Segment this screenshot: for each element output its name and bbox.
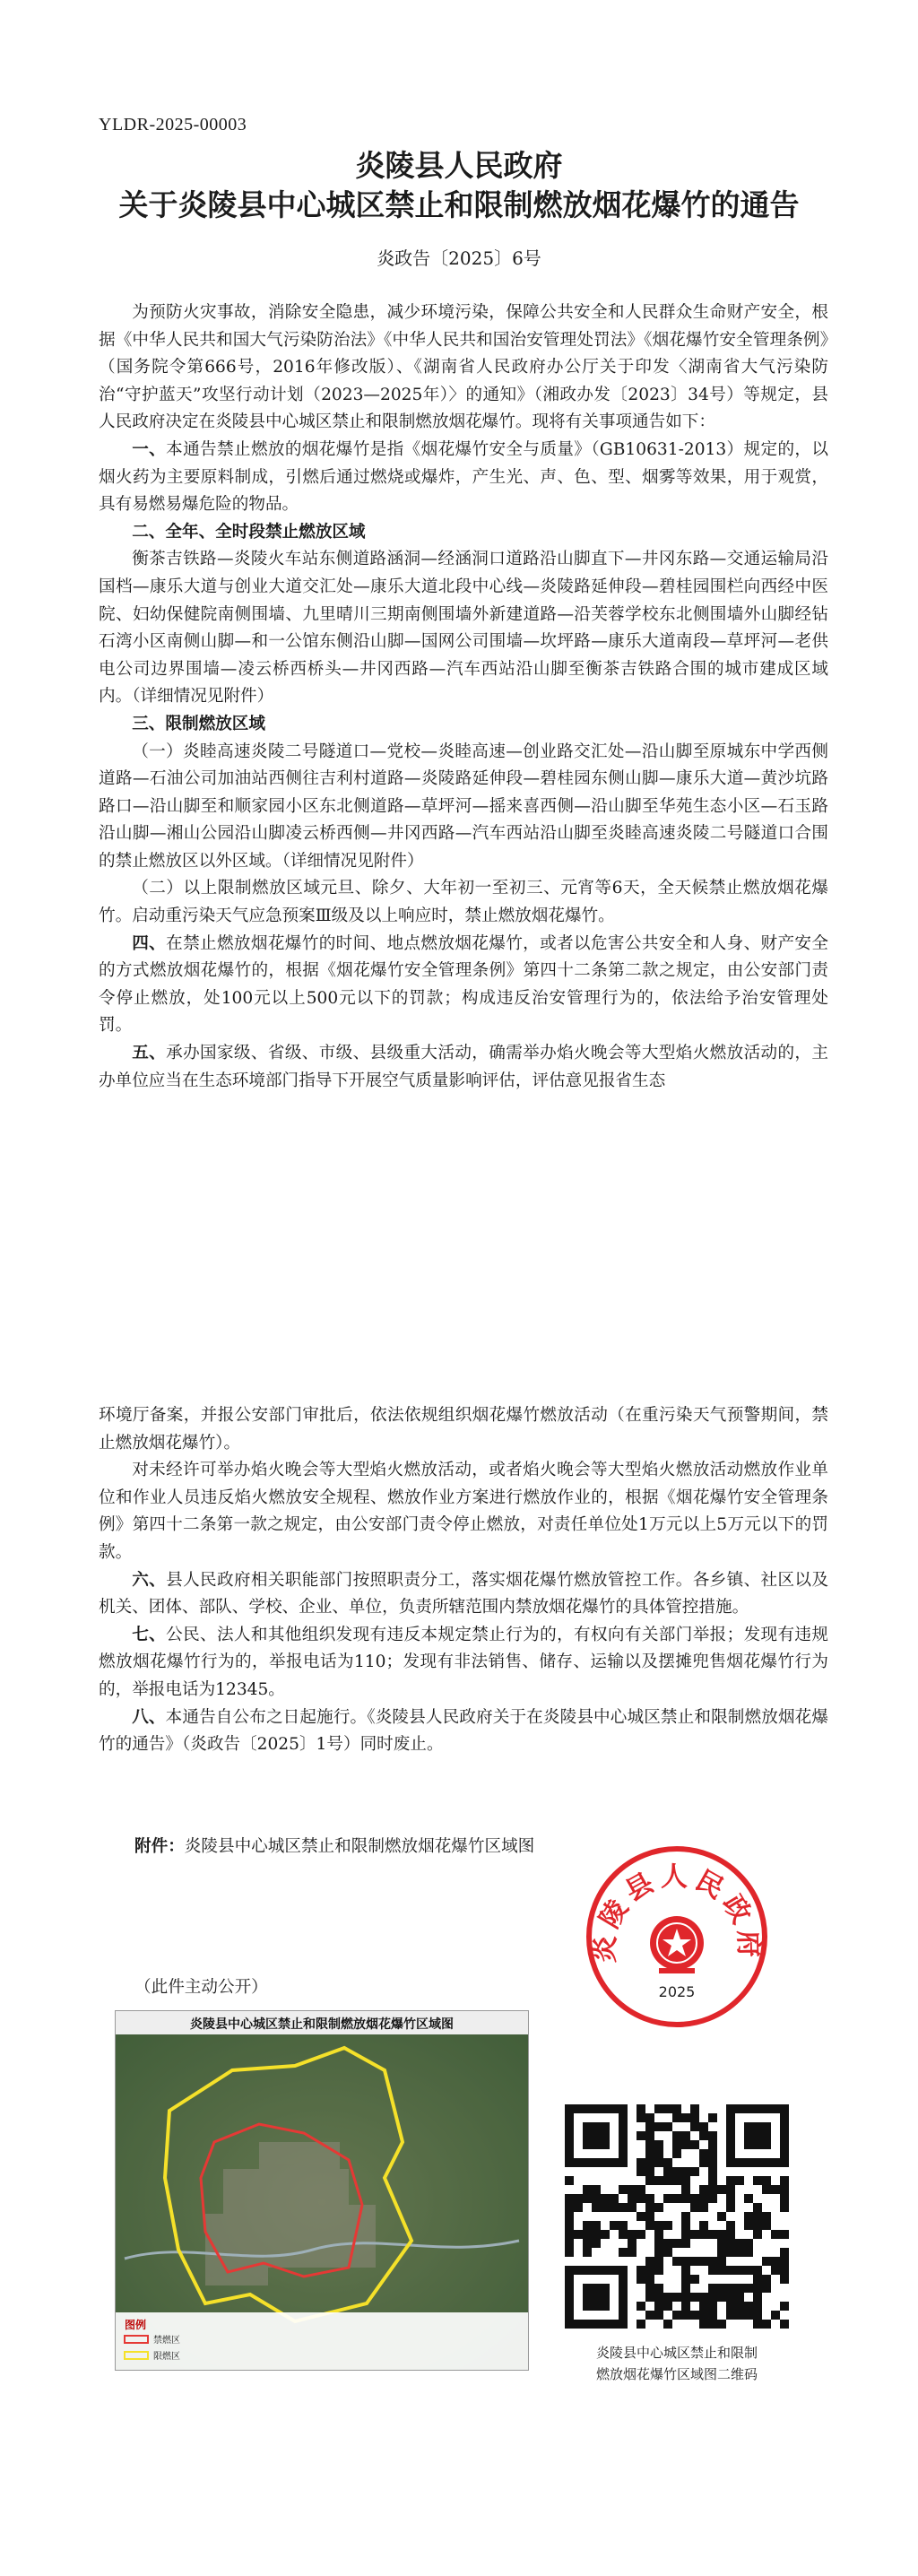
numbered-paragraph: [99, 437, 828, 519]
document-code: YLDR-2025-00003: [99, 115, 247, 134]
body-paragraph: 对未经许可举办焰火晚会等大型焰火燃放活动，或者焰火晚会等大型焰火燃放活动燃放作业单位和作业人员违反焰火燃放安全规程、燃放作业方案进行燃放作业的，根据《烟花爆竹安全管理条例》第四十二条第一款之规定，由公安部门责令停止燃放，对责任单位处1万元以上5万元以下的罚款。: [99, 1461, 828, 1562]
numbered-paragraph: [99, 931, 828, 1040]
section-heading: 三、限制燃放区域: [132, 714, 265, 733]
paragraph-number: 八、: [132, 1707, 166, 1727]
seal-year: 2025: [658, 1983, 696, 2000]
numbered-paragraph: [99, 1622, 828, 1704]
seal-text: 炎陵县人民政府: [589, 1861, 765, 1964]
paragraph-text: 本通告禁止燃放的烟花爆竹是指《烟花爆竹安全与质量》（GB10631-2013）规定的，以烟火药为主要原料制成，引燃后通过燃烧或爆炸，产生光、声、色、型、烟雾等效果，用于观赏，具有易燃易爆危险的物品。: [99, 439, 828, 515]
paragraph-number: 六、: [132, 1570, 167, 1590]
notice-body-part1: [99, 299, 828, 1095]
legend-restricted-label: 限燃区: [153, 2352, 180, 2362]
attachment-label: 附件：: [134, 1837, 185, 1856]
section-heading: 二、全年、全时段禁止燃放区域: [132, 522, 366, 542]
paragraph-text: 在禁止燃放烟花爆竹的时间、地点燃放烟花爆竹，或者以危害公共安全和人身、财产安全的方式燃放烟花爆竹的，根据《烟花爆竹安全管理条例》第四十二条第二款之规定，由公安部门责令停止燃放，处100元以上500元以下的罚款；构成违反治安管理行为的，依法给予治安管理处罚。: [99, 933, 828, 1036]
map-legend-title: 图例: [125, 2319, 147, 2331]
numbered-paragraph: [99, 1567, 828, 1622]
attachment-line: [134, 1834, 534, 1857]
body-paragraph: 为预防火灾事故，消除安全隐患，减少环境污染，保障公共安全和人民群众生命财产安全，根据《中华人民共和国大气污染防治法》《中华人民共和国治安管理处罚法》《烟花爆竹安全管理条例》（国务院令第666号，2016年修改版）、《湖南省人民政府办公厅关于印发〈湖南省大气污染防治“守护蓝天”攻坚行动计划（2023—2025年）〉的通知》（湘政办发〔2023〕34号）等规定，县人民政府决定在炎陵县中心城区禁止和限制燃放烟花爆竹。现将有关事项通告如下：: [99, 303, 828, 432]
attachment-text[interactable]: 炎陵县中心城区禁止和限制燃放烟花爆竹区域图: [184, 1837, 535, 1856]
numbered-paragraph: [99, 1704, 828, 1759]
notice-title: 关于炎陵县中心城区禁止和限制燃放烟花爆竹的通告: [118, 187, 800, 222]
national-emblem-icon: [650, 1916, 704, 1973]
paragraph-text: 公民、法人和其他组织发现有违反本规定禁止行为的，有权向有关部门举报；发现有违规燃放烟花爆竹行为的，举报电话为110；发现有非法销售、储存、运输以及摆摊兜售烟花爆竹行为的，举报电话为12345。: [99, 1625, 828, 1699]
notice-body-part2: [99, 1402, 828, 1759]
paragraph-number: 五、: [132, 1044, 167, 1063]
satellite-map-image: [116, 2034, 528, 2370]
qr-code-image[interactable]: [565, 2103, 789, 2329]
numbered-paragraph: [99, 1040, 828, 1095]
issuer-title: 炎陵县人民政府: [355, 148, 563, 183]
body-paragraph: （一）炎睦高速炎陵二号隧道口—党校—炎睦高速—创业路交汇处—沿山脚至原城东中学西侧道路—石油公司加油站西侧往吉利村道路—炎陵路延伸段—碧桂园东侧山脚—康乐大道—黄沙坑路路口—沿山脚至和顺家园小区东北侧道路—草坪河—摇来喜西侧—沿山脚至华苑生态小区—石玉路沿山脚—湘山公园沿山脚凌云桥西侧—井冈西路—汽车西站沿山脚至炎睦高速炎陵二号隧道口合围的禁止燃放区以外区域。（详细情况见附件）: [99, 742, 828, 871]
document-number: 炎政告〔2025〕6号: [377, 247, 541, 269]
body-paragraph: （二）以上限制燃放区域元旦、除夕、大年初一至初三、元宵等6天，全天候禁止燃放烟花爆竹。启动重污染天气应急预案Ⅲ级及以上响应时，禁止燃放烟花爆竹。: [99, 879, 828, 926]
qr-caption-line1: 炎陵县中心城区禁止和限制: [595, 2345, 758, 2361]
qr-caption-line2: 燃放烟花爆竹区域图二维码: [595, 2366, 758, 2382]
body-paragraph: 衡茶吉铁路—炎陵火车站东侧道路涵洞—经涵洞口道路沿山脚直下—井冈东路—交通运输局沿国档—康乐大道与创业大道交汇处—康乐大道北段中心线—炎陵路延伸段—碧桂园围栏向西经中医院、妇幼保健院南侧围墙、九里晴川三期南侧围墙外新建道路—沿芙蓉学校东北侧围墙外山脚经钻石湾小区南侧山脚—和一公馆东侧沿山脚—国网公司围墙—坎坪路—康乐大道南段—草坪河—老供电公司边界围墙—凌云桥西桥头—井冈西路—汽车西站沿山脚至衡茶吉铁路合围的城市建成区域内。（详细情况见附件）: [99, 550, 828, 707]
paragraph-text: 本通告自公布之日起施行。《炎陵县人民政府关于在炎陵县中心城区禁止和限制燃放烟花爆竹的通告》（炎政告〔2025〕1号）同时废止。: [99, 1707, 828, 1755]
public-disclosure-note: （此件主动公开）: [134, 1978, 268, 1997]
legend-forbidden-label: 禁燃区: [153, 2336, 180, 2346]
paragraph-number: 七、: [132, 1625, 167, 1644]
paragraph-continuation: 环境厅备案，并报公安部门审批后，依法依规组织烟花爆竹燃放活动（在重污染天气预警期间，禁止燃放烟花爆竹）。: [99, 1406, 828, 1453]
qr-caption: [556, 2342, 798, 2385]
paragraph-text: 承办国家级、省级、市级、县级重大活动，确需举办焰火晚会等大型焰火燃放活动的，主办单位应当在生态环境部门指导下开展空气质量影响评估，评估意见报省生态: [99, 1044, 828, 1090]
zone-map[interactable]: [115, 2010, 529, 2371]
paragraph-number: 四、: [132, 933, 167, 953]
official-seal: [583, 1843, 771, 2031]
paragraph-text: 县人民政府相关职能部门按照职责分工，落实烟花爆竹燃放管控工作。各乡镇、社区以及机关、团体、部队、学校、企业、单位，负责所辖范围内禁放烟花爆竹的具体管控措施。: [99, 1570, 828, 1618]
paragraph-number: 一、: [132, 439, 167, 459]
map-title: 炎陵县中心城区禁止和限制燃放烟花爆竹区域图: [190, 2017, 454, 2032]
